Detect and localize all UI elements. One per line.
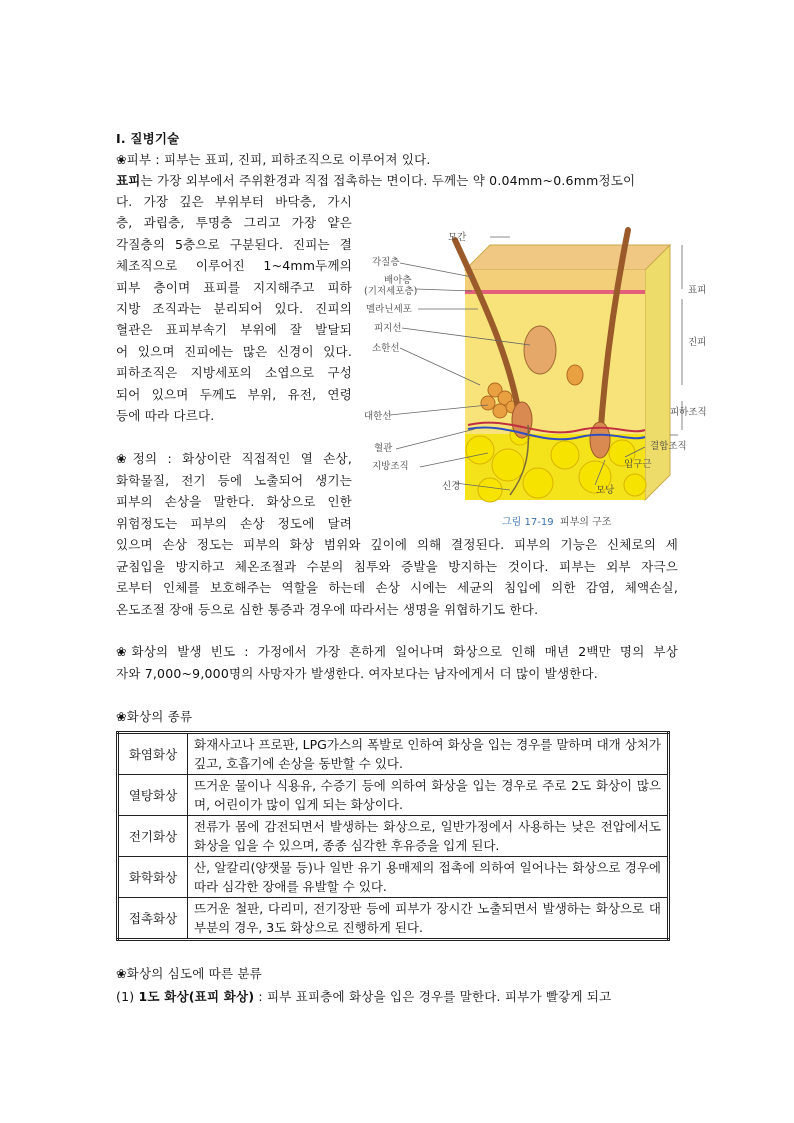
skin-structure-illustration bbox=[360, 185, 710, 530]
fig-label-follicle-mouth: 입구근 bbox=[624, 459, 652, 470]
fig-label-connective: 결합조직 bbox=[650, 441, 687, 452]
frequency-line-1: ❀화상의 발생 빈도 : 가정에서 가장 흔하게 일어나며 화상으로 인해 매년 2백만 명의 부상 bbox=[116, 644, 678, 659]
types-heading: ❀화상의 종류 bbox=[116, 709, 193, 724]
fig-label-epidermis: 표피 bbox=[688, 285, 707, 296]
dermis-layer bbox=[465, 294, 645, 434]
burn-type-desc: 화재사고나 프로판, LPG가스의 폭발로 인하여 화상을 입는 경우를 말하며 대개 상처가 깊고, 호흡기에 손상을 동반할 수 있다. bbox=[188, 733, 669, 775]
fig-label-vessel: 혈관 bbox=[374, 443, 393, 454]
skin-line-9: 어 있으며 진피에는 많은 신경이 있다. bbox=[116, 344, 352, 359]
fig-label-stratum: 각질층 bbox=[372, 257, 400, 268]
skin-line-6: 피부 층이며 표피를 지지해주고 피하 bbox=[116, 280, 352, 295]
skin-line-8: 혈관은 표피부속기 부위에 잘 발달되 bbox=[116, 322, 352, 337]
fig-label-basal-2: (기저세포층) bbox=[364, 286, 418, 297]
definition-full-line-2: 균침입을 방지하고 체온조절과 수분의 침투와 증발을 방지하는 것이다. 피부는 외부 자극으 bbox=[116, 559, 678, 574]
frequency-line-2: 자와 7,000~9,000명의 사망자가 발생한다. 여자보다는 남자에게서 더 많이 발생한다. bbox=[116, 666, 598, 681]
skin-line-3: 층, 과립층, 투명층 그리고 가장 얕은 bbox=[116, 215, 352, 230]
burn-type-name: 화학화상 bbox=[118, 857, 188, 898]
burn-type-name: 접촉화상 bbox=[118, 898, 188, 940]
definition-line-3: 피부의 손상을 말한다. 화상으로 인한 bbox=[116, 494, 352, 509]
skin-line-1-rest: 는 가장 외부에서 주위환경과 직접 접촉하는 면이다. 두께는 약 0.04mm~0.6mm정도이 bbox=[140, 173, 636, 188]
table-row bbox=[118, 816, 669, 857]
burn-type-name: 화염화상 bbox=[118, 733, 188, 775]
fig-label-sweat-large: 대한선 bbox=[364, 411, 392, 422]
section-title: Ⅰ. 질병기술 bbox=[116, 131, 180, 146]
fig-label-basal: 배아층 bbox=[384, 275, 412, 286]
fig-label-dermis: 진피 bbox=[688, 337, 707, 348]
burn-type-desc: 뜨거운 철판, 다리미, 전기장판 등에 피부가 장시간 노출되면서 발생하는 화상으로 대부분의 경우, 3도 화상으로 진행하게 된다. bbox=[188, 898, 669, 940]
figure-caption-text: 피부의 구조 bbox=[559, 517, 612, 528]
figure-caption bbox=[502, 513, 611, 528]
term-epidermis: 표피 bbox=[116, 173, 141, 188]
definition-line-2: 화학물질, 전기 등에 노출되어 생기는 bbox=[116, 473, 352, 488]
depth-item-1-term: 1도 화상(표피 화상) bbox=[138, 989, 255, 1004]
burn-type-desc: 산, 알칼리(양잿물 등)나 일반 유기 용매제의 접촉에 의하여 일어나는 화상으로 경우에 따라 심각한 장애를 유발할 수 있다. bbox=[188, 857, 669, 898]
skin-line-2: 다. 가장 깊은 부위부터 바닥층, 가시 bbox=[116, 194, 352, 209]
definition-full-line-1: 있으며 손상 정도는 피부의 화상 범위와 깊이에 의해 결정된다. 피부의 기능은 신체로의 세 bbox=[116, 537, 678, 552]
skin-intro: ❀피부 : 피부는 표피, 진피, 피하조직으로 이루어져 있다. bbox=[116, 152, 431, 167]
table-row bbox=[118, 857, 669, 898]
skin-line-5: 체조직으로 이루어진 1~4mm두께의 bbox=[116, 258, 352, 273]
fig-label-nerve: 신경 bbox=[442, 481, 461, 492]
fig-label-subcutis: 피하조직 bbox=[670, 407, 707, 418]
burn-type-name: 열탕화상 bbox=[118, 775, 188, 816]
table-row bbox=[118, 733, 669, 775]
skin-line-7: 지방 조직과는 분리되어 있다. 진피의 bbox=[116, 301, 352, 316]
depth-item-1 bbox=[116, 988, 611, 1005]
definition-full-line-4: 온도조절 장애 등으로 심한 통증과 경우에 따라서는 생명을 위협하기도 한다. bbox=[116, 602, 539, 617]
figure-caption-number: 그림 17-19 bbox=[502, 517, 554, 528]
skin-line-11: 되어 있으며 두께도 부위, 유전, 연령 bbox=[116, 387, 352, 402]
fig-label-hair: 모간 bbox=[448, 232, 467, 243]
depth-item-1-rest: : 피부 표피층에 화상을 입은 경우를 말한다. 피부가 빨갛게 되고 bbox=[254, 989, 612, 1004]
skin-line-12: 등에 따라 다르다. bbox=[116, 408, 215, 423]
depth-heading: ❀화상의 심도에 따른 분류 bbox=[116, 966, 262, 981]
burn-type-desc: 전류가 몸에 감전되면서 발생하는 화상으로, 일반가정에서 사용하는 낮은 전압에서도 화상을 입을 수 있으며, 종종 심각한 후유증을 입게 된다. bbox=[188, 816, 669, 857]
skin-structure-figure bbox=[360, 185, 710, 530]
burn-type-name: 전기화상 bbox=[118, 816, 188, 857]
fig-label-melanocyte: 멜라닌세포 bbox=[366, 304, 412, 315]
fig-label-sweat-small: 소한선 bbox=[372, 343, 400, 354]
skin-line-4: 각질층의 5층으로 구분된다. 진피는 결 bbox=[116, 237, 352, 252]
definition-full-line-3: 로부터 인체를 보호해주는 역할을 하는데 손상 시에는 세균의 침입에 의한 감염, 체액손실, bbox=[116, 580, 678, 595]
depth-item-1-prefix: (1) bbox=[116, 989, 139, 1004]
definition-line-1: ❀정의 : 화상이란 직접적인 열 손상, bbox=[116, 451, 352, 466]
definition-line-4: 위험정도는 피부의 손상 정도에 달려 bbox=[116, 516, 352, 531]
table-row bbox=[118, 775, 669, 816]
fig-label-hair-root: 모낭 bbox=[596, 485, 615, 496]
fig-label-fat: 지방조직 bbox=[372, 461, 409, 472]
burn-type-desc: 뜨거운 물이나 식용유, 수증기 등에 의하여 화상을 입는 경우로 주로 2도 화상이 많으며, 어린이가 많이 입게 되는 화상이다. bbox=[188, 775, 669, 816]
skin-line-10: 피하조직은 지방세포의 소엽으로 구성 bbox=[116, 365, 352, 380]
burn-types-table bbox=[116, 731, 670, 941]
table-row bbox=[118, 898, 669, 940]
fig-label-sebaceous: 피지선 bbox=[374, 323, 402, 334]
